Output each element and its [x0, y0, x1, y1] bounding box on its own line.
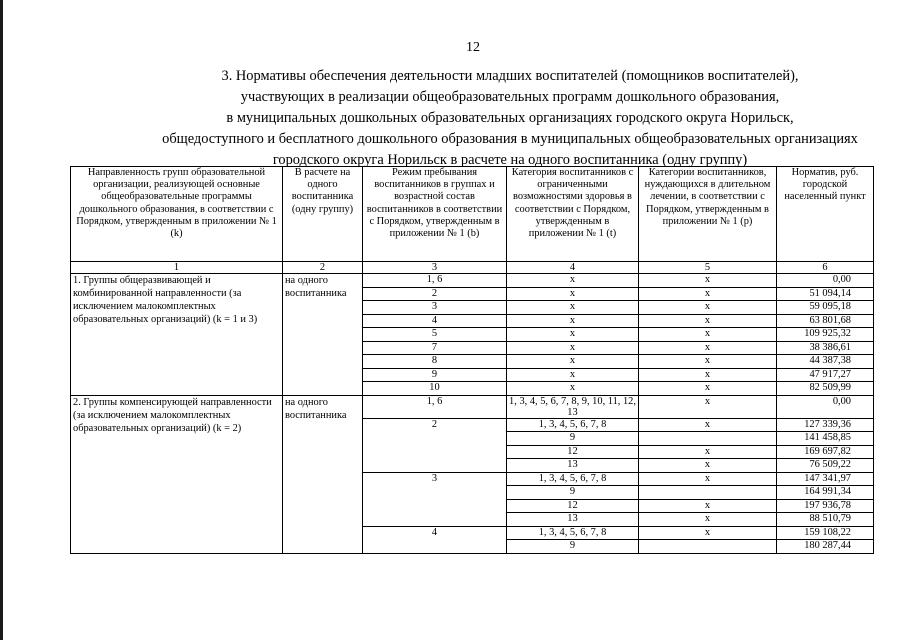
column-number: 3 — [363, 262, 507, 274]
norm-value: 127 339,36 — [777, 418, 874, 432]
header-disability-category: Категория воспитанников с ограниченными возможностями здоровья в соответствии с Порядком, утвержденным в приложении № 1 (t) — [507, 167, 639, 262]
mode-cell — [363, 432, 507, 446]
page-number: 12 — [466, 40, 480, 55]
norm-value: 147 341,97 — [777, 472, 874, 486]
scan-edge — [0, 0, 3, 640]
column-number: 1 — [71, 262, 283, 274]
mode-cell: 10 — [363, 382, 507, 396]
mode-cell — [363, 486, 507, 500]
norms-table — [70, 166, 874, 554]
header-row — [71, 167, 874, 262]
treatment-category-cell: х — [639, 301, 777, 315]
norm-value: 197 936,78 — [777, 499, 874, 513]
mode-cell: 3 — [363, 301, 507, 315]
mode-cell: 1, 6 — [363, 395, 507, 418]
treatment-category-cell: х — [639, 395, 777, 418]
treatment-category-cell: х — [639, 355, 777, 369]
norm-value: 38 386,61 — [777, 341, 874, 355]
column-number: 6 — [777, 262, 874, 274]
disability-category-cell: х — [507, 355, 639, 369]
disability-category-cell: 12 — [507, 499, 639, 513]
mode-cell — [363, 499, 507, 513]
norm-value: 159 108,22 — [777, 526, 874, 540]
disability-category-cell: 9 — [507, 486, 639, 500]
mode-cell: 2 — [363, 418, 507, 432]
treatment-category-cell: х — [639, 418, 777, 432]
treatment-category-cell: х — [639, 287, 777, 301]
disability-category-cell: 13 — [507, 513, 639, 527]
header-basis: В расчете на одного воспитанника (одну группу) — [283, 167, 363, 262]
mode-cell: 7 — [363, 341, 507, 355]
disability-category-cell: х — [507, 382, 639, 396]
norm-value: 169 697,82 — [777, 445, 874, 459]
norm-value: 47 917,27 — [777, 368, 874, 382]
disability-category-cell: х — [507, 341, 639, 355]
treatment-category-cell: х — [639, 499, 777, 513]
disability-category-cell: х — [507, 328, 639, 342]
norm-value: 59 095,18 — [777, 301, 874, 315]
group-basis: на одного воспитанника — [283, 395, 363, 553]
norm-value: 88 510,79 — [777, 513, 874, 527]
header-norm: Норматив, руб. городской населенный пункт — [777, 167, 874, 262]
norm-value: 141 458,85 — [777, 432, 874, 446]
disability-category-cell: 1, 3, 4, 5, 6, 7, 8, 9, 10, 11, 12, 13 — [507, 395, 639, 418]
header-direction: Направленность групп образовательной организации, реализующей основные общеобразовательные программы дошкольного образования, в соответствии с Порядком, утвержденным в приложении № 1 (k) — [71, 167, 283, 262]
mode-cell: 9 — [363, 368, 507, 382]
norm-value: 109 925,32 — [777, 328, 874, 342]
heading-line: в муниципальных дошкольных образовательных организациях городского округа Норильск, — [226, 110, 794, 126]
mode-cell: 4 — [363, 314, 507, 328]
disability-category-cell: х — [507, 274, 639, 288]
heading-line: городского округа Норильск в расчете на одного воспитанника (одну группу) — [272, 152, 748, 168]
norm-value: 76 509,22 — [777, 459, 874, 473]
mode-cell: 1, 6 — [363, 274, 507, 288]
table-row — [71, 395, 874, 418]
mode-cell: 3 — [363, 472, 507, 486]
treatment-category-cell: х — [639, 382, 777, 396]
treatment-category-cell: х — [639, 314, 777, 328]
section-heading — [70, 66, 913, 171]
mode-cell: 2 — [363, 287, 507, 301]
column-number: 5 — [639, 262, 777, 274]
treatment-category-cell — [639, 486, 777, 500]
group-basis: на одного воспитанника — [283, 274, 363, 396]
treatment-category-cell: х — [639, 368, 777, 382]
mode-cell — [363, 459, 507, 473]
table-row — [71, 274, 874, 288]
treatment-category-cell — [639, 540, 777, 554]
norm-value: 180 287,44 — [777, 540, 874, 554]
disability-category-cell: х — [507, 287, 639, 301]
group-name: 2. Группы компенсирующей направленности (за исключением малокомплектных образовательных организаций) (k = 2) — [71, 395, 283, 553]
norm-value: 63 801,68 — [777, 314, 874, 328]
header-mode: Режим пребывания воспитанников в группах и возрастной состав воспитанников в соответствии с Порядком, утвержденным в приложении № 1 (b) — [363, 167, 507, 262]
disability-category-cell: 12 — [507, 445, 639, 459]
mode-cell: 8 — [363, 355, 507, 369]
disability-category-cell: 1, 3, 4, 5, 6, 7, 8 — [507, 418, 639, 432]
mode-cell — [363, 540, 507, 554]
norm-value: 82 509,99 — [777, 382, 874, 396]
disability-category-cell: х — [507, 314, 639, 328]
heading-line: общедоступного и бесплатного дошкольного образования в муниципальных общеобразовательных организациях — [162, 131, 858, 147]
disability-category-cell: 1, 3, 4, 5, 6, 7, 8 — [507, 526, 639, 540]
column-number: 4 — [507, 262, 639, 274]
norm-value: 51 094,14 — [777, 287, 874, 301]
treatment-category-cell: х — [639, 526, 777, 540]
disability-category-cell: х — [507, 301, 639, 315]
mode-cell — [363, 513, 507, 527]
mode-cell: 5 — [363, 328, 507, 342]
mode-cell: 4 — [363, 526, 507, 540]
header-treatment-category: Категории воспитанников, нуждающихся в длительном лечении, в соответствии с Порядком, утвержденным в приложении № 1 (p) — [639, 167, 777, 262]
mode-cell — [363, 445, 507, 459]
treatment-category-cell: х — [639, 472, 777, 486]
treatment-category-cell — [639, 432, 777, 446]
norm-value: 164 991,34 — [777, 486, 874, 500]
disability-category-cell: 9 — [507, 432, 639, 446]
treatment-category-cell: х — [639, 328, 777, 342]
disability-category-cell: 9 — [507, 540, 639, 554]
norm-value: 0,00 — [777, 274, 874, 288]
treatment-category-cell: х — [639, 459, 777, 473]
column-number: 2 — [283, 262, 363, 274]
disability-category-cell: 1, 3, 4, 5, 6, 7, 8 — [507, 472, 639, 486]
treatment-category-cell: х — [639, 445, 777, 459]
heading-line: участвующих в реализации общеобразовательных программ дошкольного образования, — [240, 89, 780, 105]
treatment-category-cell: х — [639, 513, 777, 527]
norm-value: 0,00 — [777, 395, 874, 418]
heading-line: 3. Нормативы обеспечения деятельности младших воспитателей (помощников воспитателей), — [221, 68, 799, 84]
disability-category-cell: 13 — [507, 459, 639, 473]
treatment-category-cell: х — [639, 274, 777, 288]
norm-value: 44 387,38 — [777, 355, 874, 369]
group-name: 1. Группы общеразвивающей и комбинированной направленности (за исключением малокомплектных образовательных организаций) (k = 1 и 3) — [71, 274, 283, 396]
disability-category-cell: х — [507, 368, 639, 382]
treatment-category-cell: х — [639, 341, 777, 355]
column-numbers-row — [71, 262, 874, 274]
